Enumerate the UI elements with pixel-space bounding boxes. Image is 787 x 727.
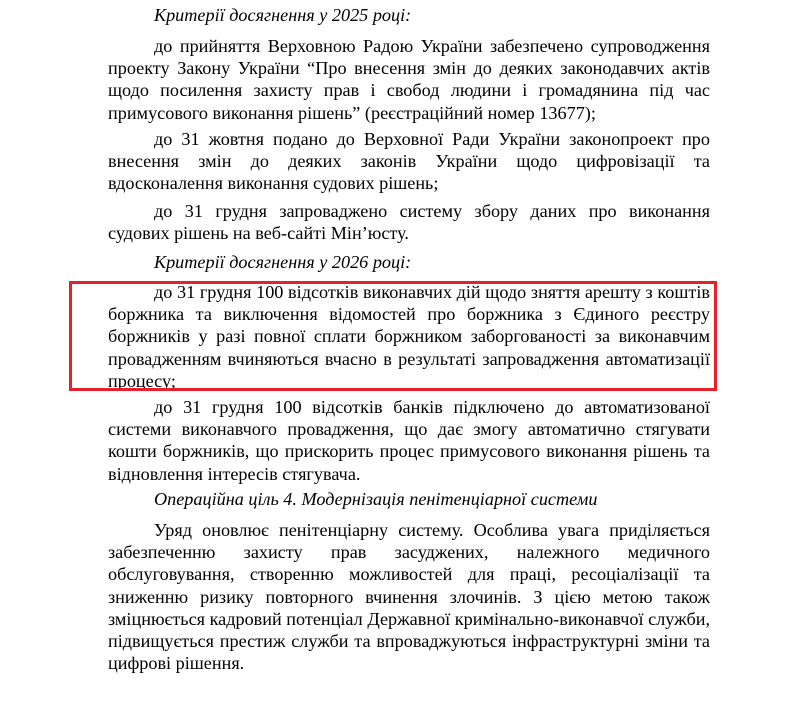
criteria-2025-item-1: до прийняття Верховною Радою України забезпечено супроводження проекту Закону України “Про внесення змін до деяких законодавчих актів щодо посилення захисту прав і свобод людини і громадянина під час примусового виконання рішень” (реєстраційний номер 13677);	[108, 36, 710, 123]
criteria-2026-item-2: до 31 грудня 100 відсотків банків підключено до автоматизованої системи виконавчого провадження, що дає змогу автоматично стягувати кошти боржників, що прискорить процес примусового виконання рішень та відновлення інтересів стягувача.	[108, 397, 710, 484]
operational-goal-heading: Операційна ціль 4. Модернізація пенітенціарної системи	[154, 489, 598, 509]
operational-goal-paragraph: Уряд оновлює пенітенціарну систему. Особлива увага приділяється забезпеченню захисту прав засуджених, належного медичного обслуговування, створенню можливостей для праці, ресоціалізації та зниженню ризику повторного вчинення злочинів. З цією метою також зміцнюється кадровий потенціал Державної кримінально-виконавчої служби, підвищується престиж служби та впроваджуються інфраструктурні зміни та цифрові рішення.	[108, 520, 710, 674]
criteria-2025-item-3: до 31 грудня запроваджено систему збору даних про виконання судових рішень на веб-сайті Мін’юсту.	[108, 201, 710, 244]
criteria-2026-heading: Критерії досягнення у 2026 році:	[154, 252, 412, 272]
criteria-2025-item-2: до 31 жовтня подано до Верховної Ради України законопроект про внесення змін до деяких законів України щодо цифровізації та вдосконалення виконання судових рішень;	[108, 129, 710, 194]
criteria-2026-item-1: до 31 грудня 100 відсотків виконавчих дій щодо зняття арешту з коштів боржника та виключення відомостей про боржника з Єдиного реєстру боржників у разі повної сплати боржником заборгованості за виконавчим провадженням вчиняються вчасно в результаті запровадження автоматизації процесу;	[108, 282, 710, 391]
criteria-2025-heading: Критерії досягнення у 2025 році:	[154, 5, 412, 25]
